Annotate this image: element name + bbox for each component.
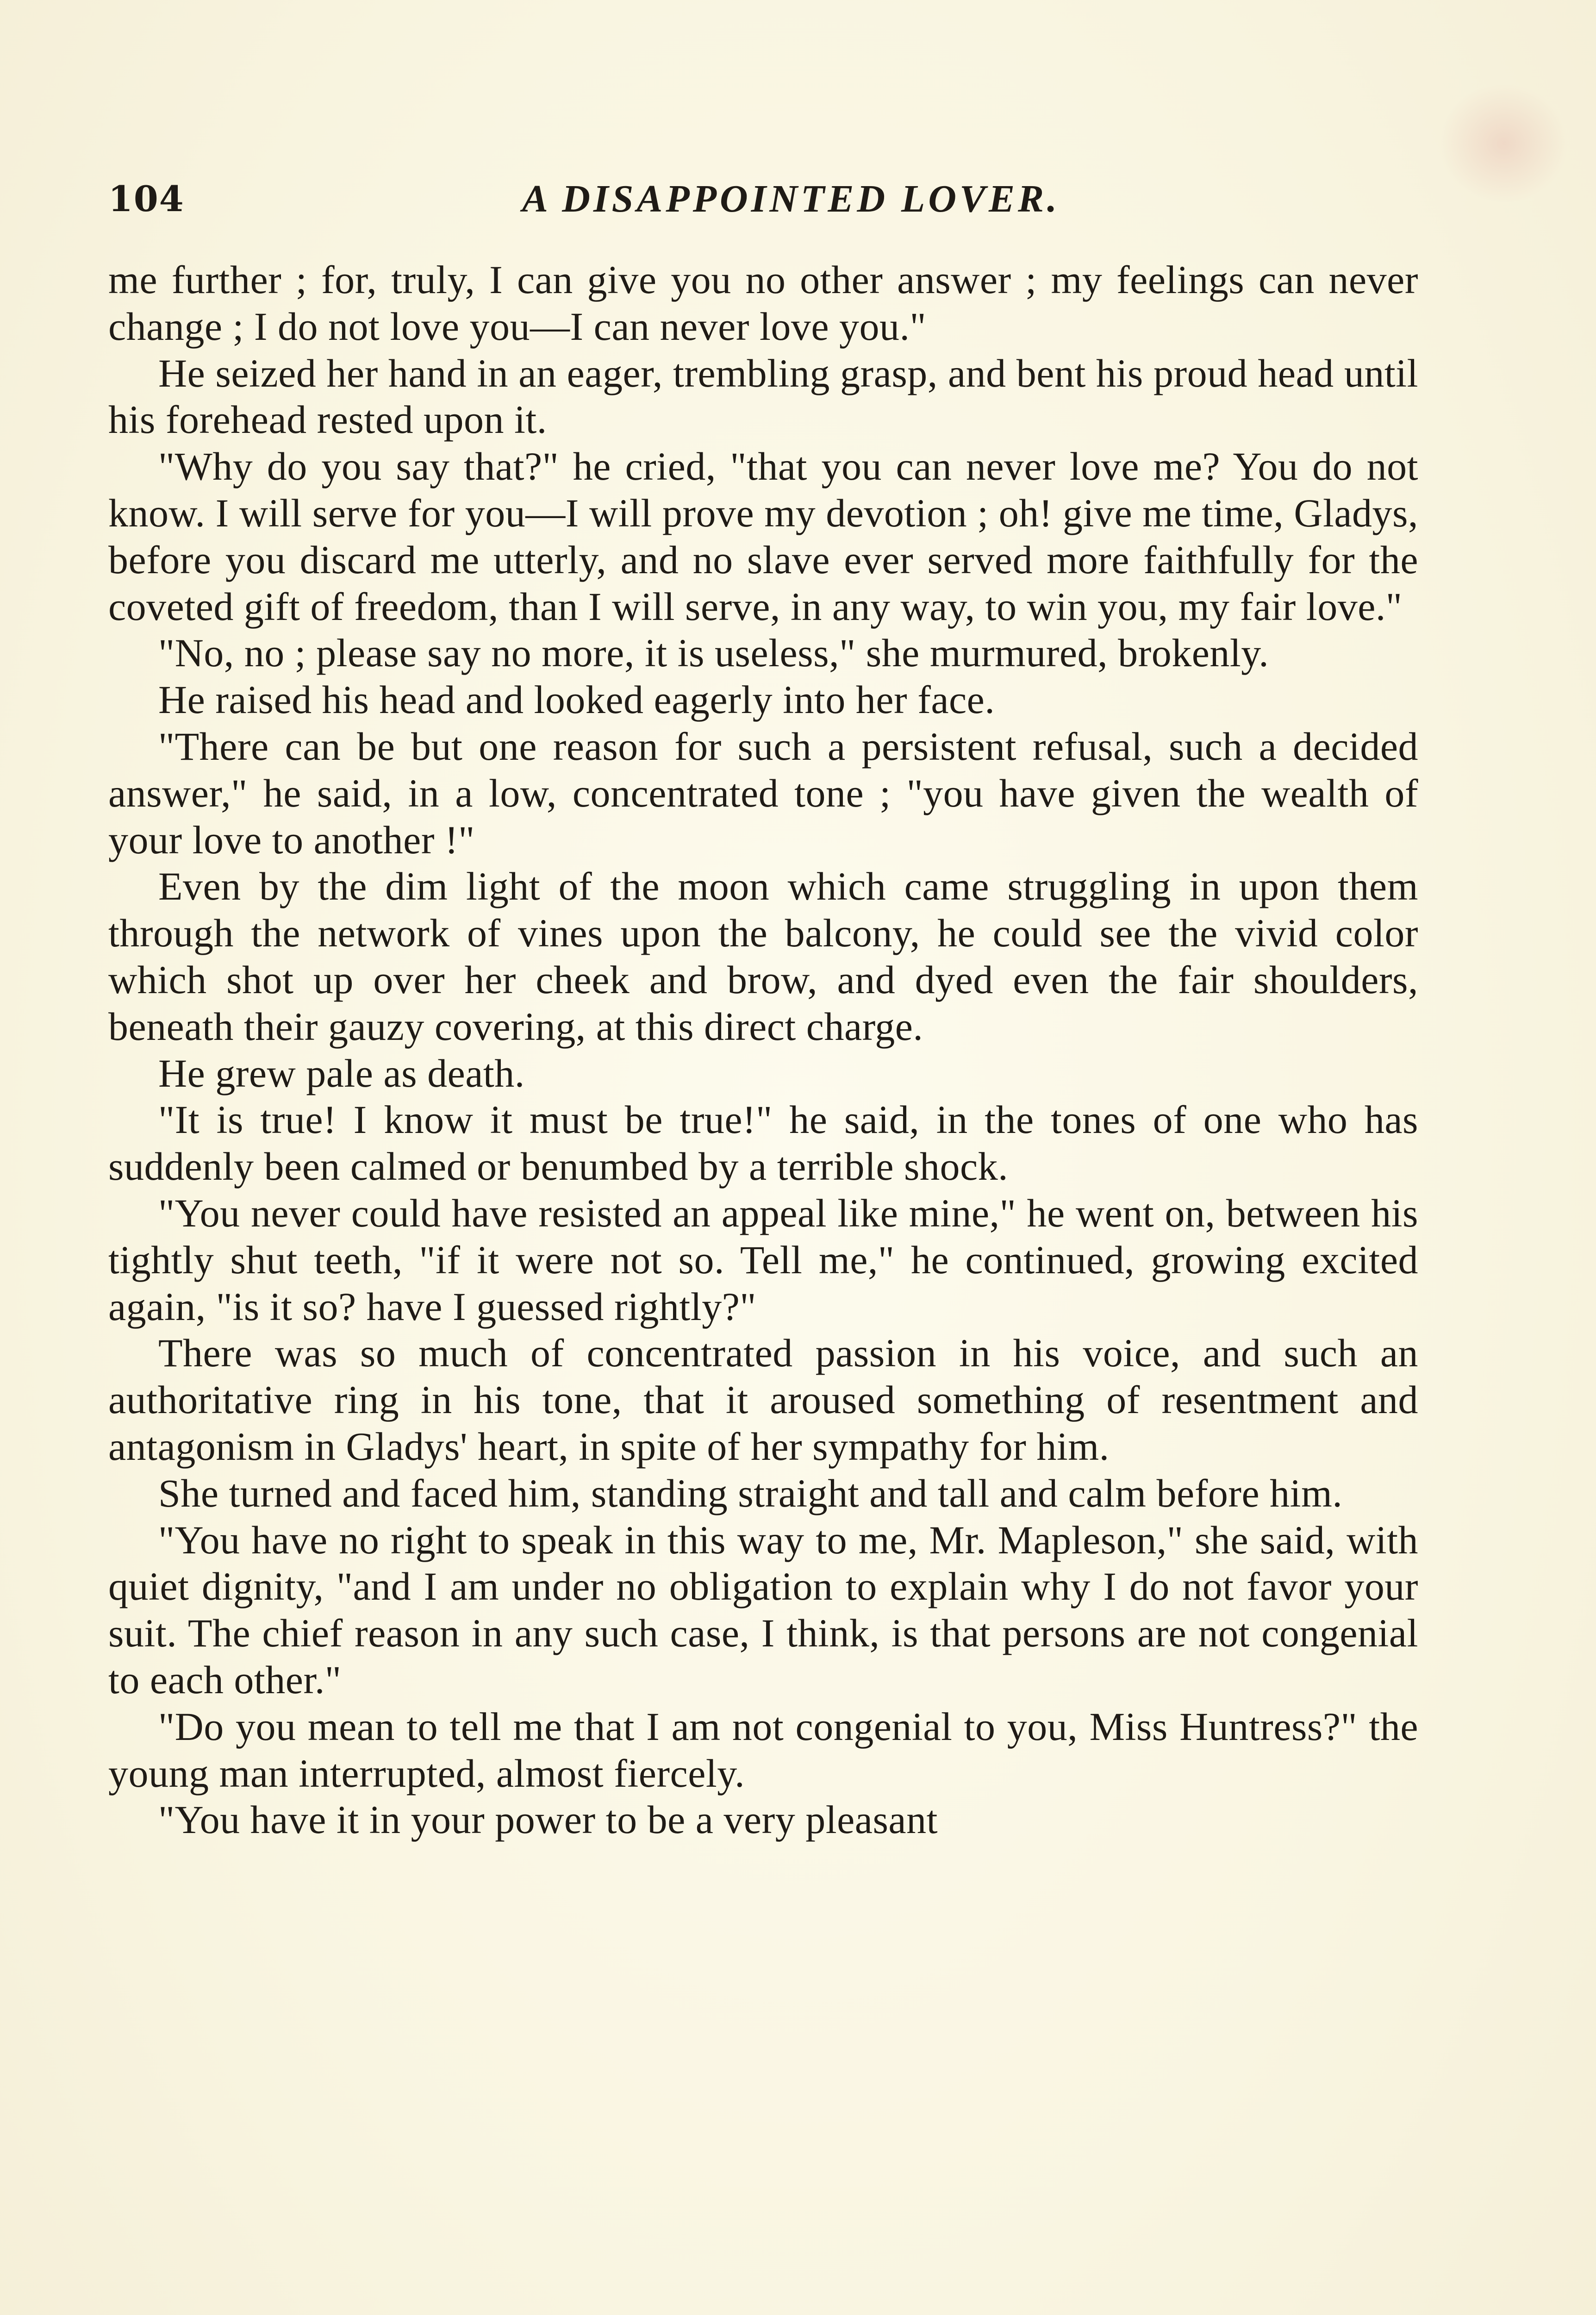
paragraph: She turned and faced him, standing straight and tall and calm before him.: [158, 1470, 1343, 1515]
paragraph: "It is true! I know it must be true!" he said, in the tones of one who has suddenly been calmed or benumbed by a terrible shock.: [108, 1097, 1418, 1189]
paragraph: Even by the dim light of the moon which came struggling in upon them through the network of vines upon the balcony, he could see the vivid color which shot up over her cheek and brow, and dyed even the fair shoulders, beneath their gauzy covering, at this direct charge.: [108, 864, 1418, 1049]
page-number: 104: [108, 178, 185, 219]
paper-stain: [1439, 83, 1568, 204]
paragraph: "There can be but one reason for such a persistent refusal, such a decided answer," he said, in a low, concentrated tone ; "you have given the wealth of your love to another !": [108, 724, 1418, 862]
book-page: [108, 176, 1418, 1843]
running-head: [108, 176, 1418, 232]
paragraph: He seized her hand in an eager, trembling grasp, and bent his proud head until his forehead rested upon it.: [108, 350, 1418, 442]
running-title: A DISAPPOINTED LOVER.: [522, 177, 1060, 220]
paragraph: "You never could have resisted an appeal like mine," he went on, between his tightly shut teeth, "if it were not so. Tell me," he continued, growing excited again, "is it so? have I guessed rightly?": [108, 1190, 1418, 1329]
paragraph: "You have it in your power to be a very pleasant: [158, 1797, 938, 1842]
paragraph: "No, no ; please say no more, it is useless," she murmured, brokenly.: [158, 631, 1269, 676]
paragraph: He grew pale as death.: [158, 1051, 525, 1095]
paragraph: "Do you mean to tell me that I am not congenial to you, Miss Huntress?" the young man interrupted, almost fiercely.: [108, 1704, 1418, 1796]
paragraph: me further ; for, truly, I can give you no other answer ; my feelings can never change ; I do not love you—I can never love you.": [108, 257, 1418, 349]
page-body: [108, 257, 1418, 1843]
paragraph: There was so much of concentrated passion in his voice, and such an authoritative ring in his tone, that it aroused something of resentment and antagonism in Gladys' heart, in spite of her sympathy for him.: [108, 1331, 1418, 1469]
paragraph: "Why do you say that?" he cried, "that you can never love me? You do not know. I will serve for you—I will prove my devotion ; oh! give me time, Gladys, before you discard me utterly, and no slave ever served more faithfully for the coveted gift of freedom, than I will serve, in any way, to win you, my fair love.": [108, 444, 1418, 629]
paragraph: He raised his head and looked eagerly into her face.: [158, 677, 995, 722]
paragraph: "You have no right to speak in this way to me, Mr. Mapleson," she said, with quiet dignity, "and I am under no obligation to explain why I do not favor your suit. The chief reason in any such case, I think, is that persons are not congenial to each other.": [108, 1517, 1418, 1702]
